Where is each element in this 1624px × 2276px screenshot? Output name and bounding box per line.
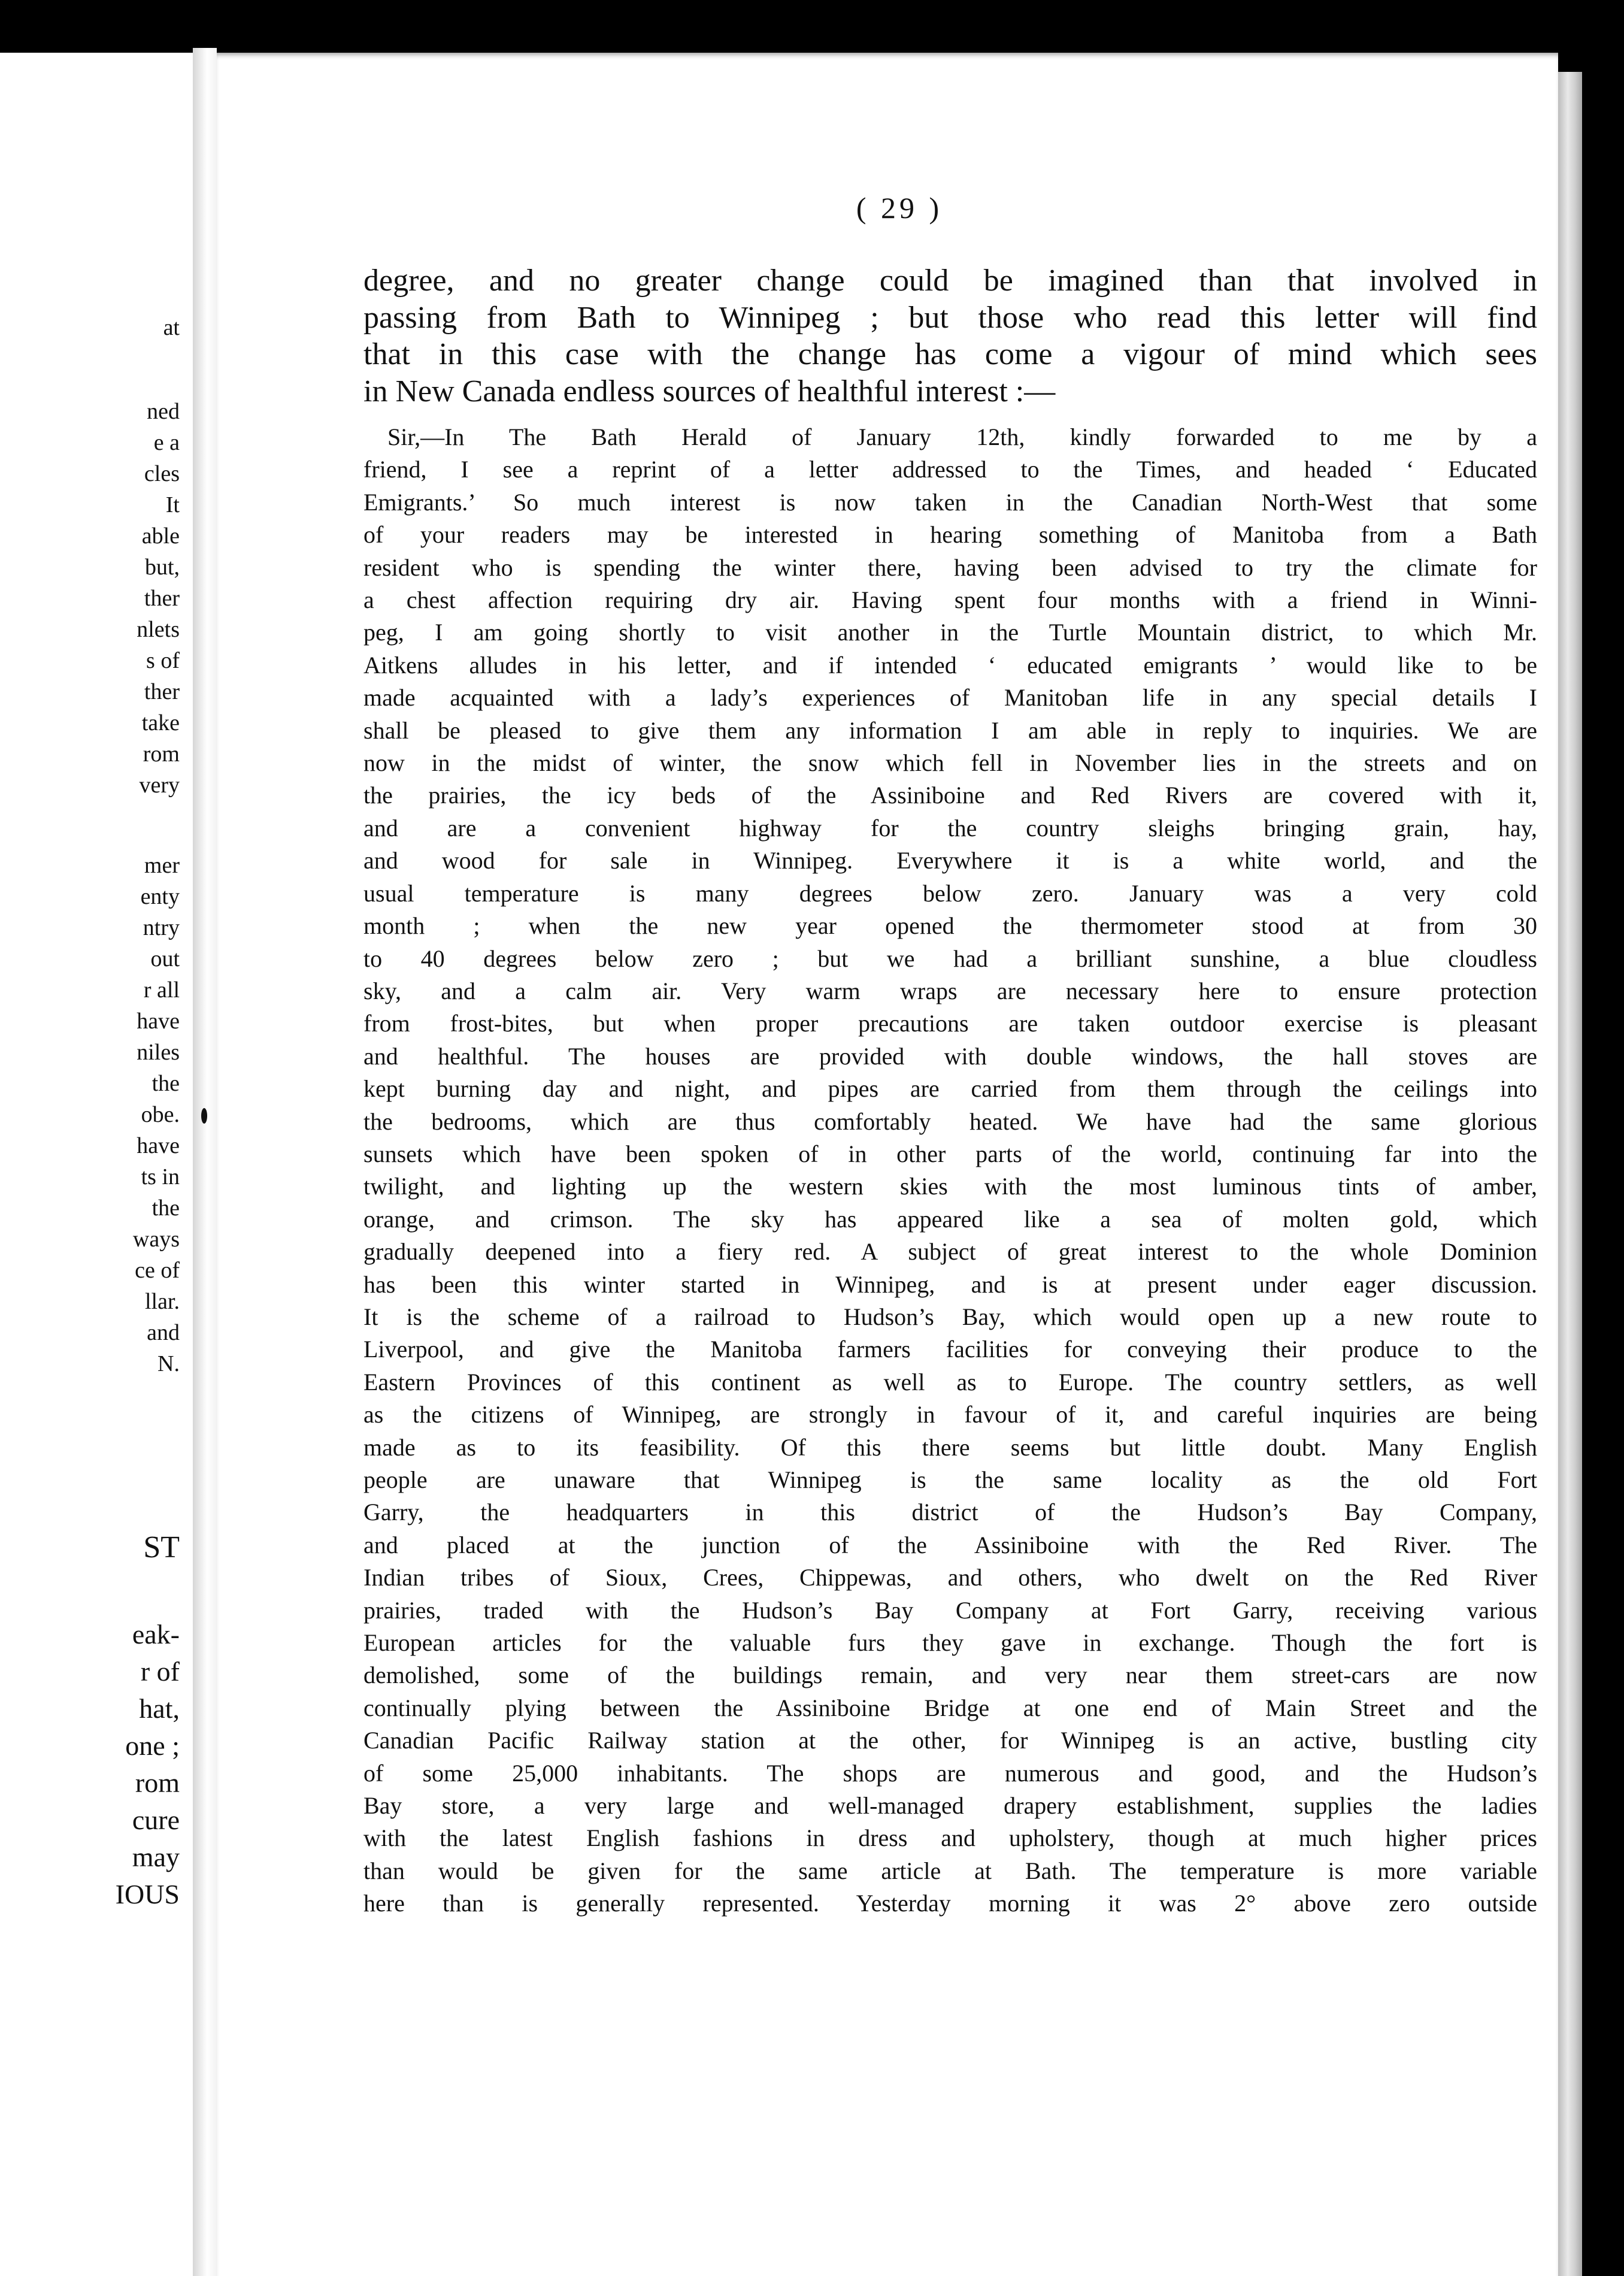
letter-line: people are unaware that Winnipeg is the same locality as the old Fort	[363, 1466, 1537, 1493]
page-edge	[1558, 72, 1582, 2276]
letter-line: peg, I am going shortly to visit another in the Turtle Mountain district, to which Mr.	[363, 619, 1537, 646]
left-fragment: have	[137, 1133, 180, 1158]
letter-line: of your readers may be interested in hearing something of Manitoba from a Bath	[363, 521, 1537, 549]
letter-line: orange, and crimson. The sky has appeared like a sea of molten gold, which	[363, 1205, 1537, 1233]
left-fragment: ther	[144, 586, 180, 611]
left-fragment: cles	[144, 461, 180, 486]
left-fragment: r of	[140, 1656, 180, 1687]
letter-line: friend, I see a reprint of a letter addressed to the Times, and headed ‘ Educated	[363, 456, 1537, 483]
left-fragment: very	[139, 773, 180, 798]
letter-line: the prairies, the icy beds of the Assiniboine and Red Rivers are covered with it,	[363, 782, 1537, 809]
letter-line: Aitkens alludes in his letter, and if intended ‘ educated emigrants ’ would like to be	[363, 651, 1537, 679]
letter-line: the bedrooms, which are thus comfortably heated. We have had the same glorious	[363, 1107, 1537, 1135]
letter-line: Liverpool, and give the Manitoba farmers facilities for conveying their produce to the	[363, 1336, 1537, 1363]
left-fragment: may	[132, 1842, 180, 1872]
left-fragment: take	[141, 710, 180, 736]
page-number: ( 29 )	[856, 191, 943, 225]
left-page	[0, 53, 195, 2276]
left-fragment: able	[141, 523, 180, 549]
letter-line: Emigrants.’ So much interest is now taken in the Canadian North-West that some	[363, 488, 1537, 516]
letter-line: sunsets which have been spoken of in other parts of the world, continuing far into the	[363, 1140, 1537, 1167]
left-fragment: at	[163, 315, 180, 340]
letter-line: demolished, some of the buildings remain, and very near them street-cars are now	[363, 1661, 1537, 1689]
letter-line: made as to its feasibility. Of this there seems but little doubt. Many English	[363, 1433, 1537, 1461]
left-fragment: out	[150, 946, 180, 971]
intro-line: in New Canada endless sources of healthful interest :—	[363, 374, 1056, 408]
letter-line: It is the scheme of a railroad to Hudson’s Bay, which would open up a new route to	[363, 1303, 1537, 1330]
gutter-stain	[201, 1108, 207, 1124]
letter-line: resident who is spending the winter there, having been advised to try the climate for	[363, 553, 1537, 581]
left-fragment: ways	[132, 1227, 180, 1252]
letter-line: Bay store, a very large and well-managed drapery establishment, supplies the ladies	[363, 1792, 1537, 1820]
left-fragment: s of	[146, 648, 180, 673]
letter-line: kept burning day and night, and pipes are carried from them through the ceilings into	[363, 1075, 1537, 1103]
letter-line: and are a convenient highway for the country sleighs bringing grain, hay,	[363, 814, 1537, 842]
letter-line: shall be pleased to give them any information I am able in reply to inquiries. We are	[363, 716, 1537, 744]
letter-line: prairies, traded with the Hudson’s Bay Company at Fort Garry, receiving various	[363, 1596, 1537, 1624]
left-fragment: mer	[144, 853, 180, 878]
intro-line: degree, and no greater change could be imagined than that involved in	[363, 264, 1537, 298]
left-fragment: ce of	[135, 1258, 180, 1283]
letter-line: now in the midst of winter, the snow which fell in November lies in the streets and on	[363, 749, 1537, 777]
left-fragment: enty	[140, 884, 180, 909]
left-fragment: N.	[157, 1351, 180, 1376]
left-fragment: niles	[137, 1040, 180, 1065]
left-fragment: IOUS	[115, 1879, 180, 1909]
letter-line: with the latest English fashions in dress and upholstery, though at much higher prices	[363, 1824, 1537, 1852]
left-fragment: one ;	[125, 1730, 180, 1761]
letter-line: a chest affection requiring dry air. Having spent four months with a friend in Winni-	[363, 586, 1537, 614]
letter-line: and wood for sale in Winnipeg. Everywhere it is a white world, and the	[363, 847, 1537, 874]
left-fragment: hat,	[139, 1693, 180, 1724]
left-fragment: ntry	[143, 915, 180, 940]
letter-line: Indian tribes of Sioux, Crees, Chippewas, and others, who dwelt on the Red River	[363, 1564, 1537, 1591]
letter-line: month ; when the new year opened the thermometer stood at from 30	[363, 912, 1537, 940]
book-gutter	[193, 48, 217, 2276]
left-fragment: but,	[144, 555, 180, 580]
letter-line: and healthful. The houses are provided with double windows, the hall stoves are	[363, 1042, 1537, 1070]
left-fragment: ts in	[141, 1164, 180, 1190]
letter-line: Canadian Pacific Railway station at the other, for Winnipeg is an active, bustling city	[363, 1727, 1537, 1754]
left-fragment: It	[165, 492, 180, 517]
letter-body	[363, 421, 1537, 1920]
left-fragment: the	[152, 1195, 180, 1221]
left-fragment: rom	[135, 1767, 180, 1798]
letter-line: from frost-bites, but when proper precautions are taken outdoor exercise is pleasant	[363, 1010, 1537, 1037]
letter-line: of some 25,000 inhabitants. The shops are numerous and good, and the Hudson’s	[363, 1759, 1537, 1787]
letter-line: made acquainted with a lady’s experiences of Manitoban life in any special details I	[363, 684, 1537, 712]
left-fragment: llar.	[144, 1289, 180, 1314]
letter-line: than would be given for the same article at Bath. The temperature is more variable	[363, 1857, 1537, 1884]
left-fragment: ther	[144, 679, 180, 704]
letter-line: here than is generally represented. Yesterday morning it was 2° above zero outside	[363, 1890, 1537, 1917]
letter-line: twilight, and lighting up the western skies with the most luminous tints of amber,	[363, 1173, 1537, 1200]
letter-line: sky, and a calm air. Very warm wraps are necessary here to ensure protection	[363, 977, 1537, 1004]
right-page	[217, 53, 1558, 2276]
left-fragment: cure	[132, 1805, 180, 1835]
letter-line: as the citizens of Winnipeg, are strongly in favour of it, and careful inquiries are being	[363, 1401, 1537, 1428]
letter-line: Garry, the headquarters in this district of the Hudson’s Bay Company,	[363, 1499, 1537, 1526]
left-fragment: eak-	[132, 1619, 180, 1650]
letter-line: has been this winter started in Winnipeg, and is at present under eager discussion.	[363, 1270, 1537, 1298]
left-fragment: obe.	[141, 1102, 180, 1127]
intro-line: that in this case with the change has come a vigour of mind which sees	[363, 337, 1537, 371]
letter-line: European articles for the valuable furs they gave in exchange. Though the fort is	[363, 1629, 1537, 1657]
letter-line: Sir,—In The Bath Herald of January 12th, kindly forwarded to me by a	[387, 423, 1537, 450]
left-fragment: r all	[143, 977, 180, 1003]
letter-line: gradually deepened into a fiery red. A subject of great interest to the whole Dominion	[363, 1238, 1537, 1266]
left-fragment: ned	[147, 399, 180, 424]
letter-line: and placed at the junction of the Assiniboine with the Red River. The	[363, 1531, 1537, 1558]
letter-line: continually plying between the Assiniboine Bridge at one end of Main Street and the	[363, 1694, 1537, 1721]
left-fragment: nlets	[137, 617, 180, 642]
left-fragment: the	[152, 1071, 180, 1096]
letter-line: to 40 degrees below zero ; but we had a brilliant sunshine, a blue cloudless	[363, 945, 1537, 972]
intro-line: passing from Bath to Winnipeg ; but those who read this letter will find	[363, 300, 1537, 335]
letter-line: usual temperature is many degrees below zero. January was a very cold	[363, 879, 1537, 907]
intro-paragraph	[363, 262, 1537, 410]
left-fragment: have	[137, 1009, 180, 1034]
left-fragment: and	[147, 1320, 180, 1345]
letter-line: Eastern Provinces of this continent as well as to Europe. The country settlers, as well	[363, 1368, 1537, 1396]
left-fragment: ST	[143, 1530, 180, 1564]
left-fragment: rom	[143, 741, 180, 767]
left-fragment: e a	[153, 430, 180, 455]
